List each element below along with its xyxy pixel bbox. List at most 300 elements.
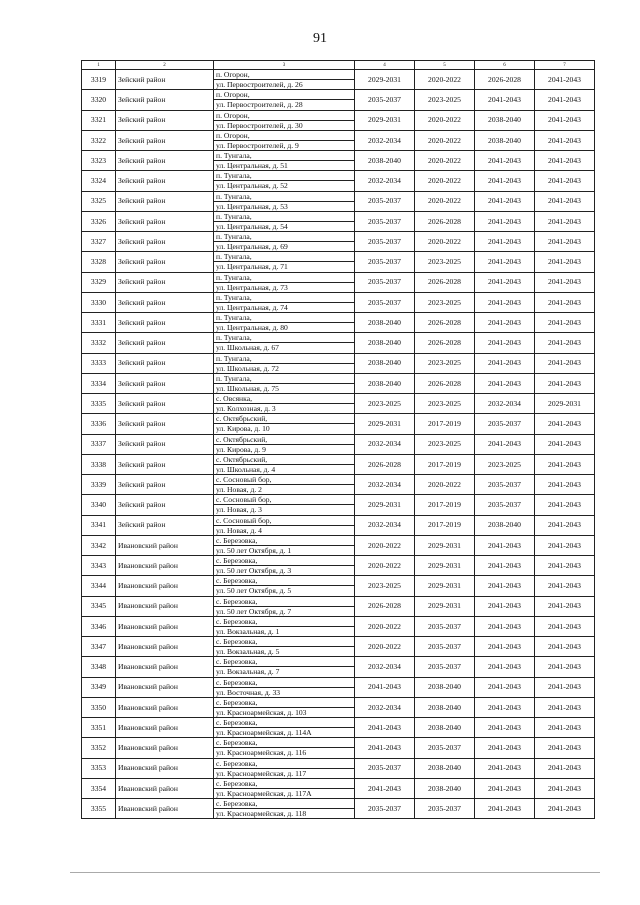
table-row	[82, 778, 595, 798]
period-cell-3: 2041-2043	[475, 191, 535, 211]
address-locality: п. Тунгала,	[216, 252, 252, 262]
address-street: ул. Новая, д. 4	[214, 525, 354, 535]
column-number: 4	[355, 61, 415, 70]
address-cell	[214, 454, 355, 474]
address-cell	[214, 90, 355, 110]
period-cell-4: 2041-2043	[535, 576, 595, 596]
period-cell-4: 2041-2043	[535, 373, 595, 393]
period-cell-1: 2035-2037	[355, 90, 415, 110]
row-number-cell: 3339	[82, 475, 116, 495]
address-street: ул. 50 лет Октября, д. 1	[214, 545, 354, 555]
address-street: ул. Красноармейская, д. 117	[214, 768, 354, 778]
table-row	[82, 454, 595, 474]
period-cell-3: 2032-2034	[475, 394, 535, 414]
period-cell-2: 2020-2022	[415, 191, 475, 211]
address-cell	[214, 171, 355, 191]
row-number-cell: 3347	[82, 637, 116, 657]
district-cell: Зейский район	[116, 252, 214, 272]
period-cell-2: 2035-2037	[415, 799, 475, 819]
row-number-cell: 3342	[82, 535, 116, 555]
address-locality: п. Тунгала,	[216, 211, 252, 221]
period-cell-1: 2032-2034	[355, 475, 415, 495]
period-cell-4: 2041-2043	[535, 637, 595, 657]
address-locality: с. Березовка,	[216, 718, 258, 728]
period-cell-3: 2038-2040	[475, 110, 535, 130]
period-cell-1: 2023-2025	[355, 576, 415, 596]
period-cell-2: 2035-2037	[415, 637, 475, 657]
period-cell-3: 2041-2043	[475, 292, 535, 312]
table-row	[82, 211, 595, 231]
period-cell-1: 2032-2034	[355, 130, 415, 150]
table-row	[82, 110, 595, 130]
district-cell: Зейский район	[116, 434, 214, 454]
period-cell-3: 2041-2043	[475, 758, 535, 778]
period-cell-2: 2029-2031	[415, 596, 475, 616]
period-cell-2: 2020-2022	[415, 70, 475, 90]
period-cell-2: 2020-2022	[415, 151, 475, 171]
period-cell-2: 2023-2025	[415, 90, 475, 110]
row-number-cell: 3350	[82, 697, 116, 717]
address-locality: с. Березовка,	[216, 535, 258, 545]
register-table	[81, 60, 595, 819]
row-number-cell: 3320	[82, 90, 116, 110]
period-cell-1: 2032-2034	[355, 515, 415, 535]
row-number-cell: 3337	[82, 434, 116, 454]
district-cell: Ивановский район	[116, 576, 214, 596]
address-street: ул. 50 лет Октября, д. 3	[214, 565, 354, 575]
period-cell-3: 2041-2043	[475, 697, 535, 717]
period-cell-1: 2041-2043	[355, 778, 415, 798]
row-number-cell: 3344	[82, 576, 116, 596]
address-locality: с. Сосновый бор,	[216, 475, 272, 485]
period-cell-3: 2023-2025	[475, 454, 535, 474]
period-cell-4: 2041-2043	[535, 333, 595, 353]
table-row	[82, 394, 595, 414]
table-row	[82, 171, 595, 191]
address-cell	[214, 191, 355, 211]
row-number-cell: 3348	[82, 657, 116, 677]
column-number-row	[82, 61, 595, 70]
period-cell-2: 2017-2019	[415, 515, 475, 535]
table-row	[82, 677, 595, 697]
period-cell-2: 2023-2025	[415, 394, 475, 414]
row-number-cell: 3355	[82, 799, 116, 819]
address-street: ул. Центральная, д. 73	[214, 282, 354, 292]
row-number-cell: 3352	[82, 738, 116, 758]
district-cell: Зейский район	[116, 110, 214, 130]
district-cell: Зейский район	[116, 394, 214, 414]
district-cell: Ивановский район	[116, 778, 214, 798]
address-cell	[214, 292, 355, 312]
period-cell-3: 2041-2043	[475, 90, 535, 110]
period-cell-2: 2035-2037	[415, 657, 475, 677]
column-number: 6	[475, 61, 535, 70]
period-cell-1: 2035-2037	[355, 292, 415, 312]
address-locality: с. Березовка,	[216, 637, 258, 647]
period-cell-2: 2017-2019	[415, 414, 475, 434]
district-cell: Зейский район	[116, 414, 214, 434]
address-street: ул. Центральная, д. 54	[214, 221, 354, 231]
table-row	[82, 434, 595, 454]
address-cell	[214, 515, 355, 535]
table-row	[82, 738, 595, 758]
period-cell-3: 2041-2043	[475, 738, 535, 758]
address-cell	[214, 576, 355, 596]
period-cell-3: 2041-2043	[475, 313, 535, 333]
address-cell	[214, 211, 355, 231]
address-street: ул. Вокзальная, д. 1	[214, 626, 354, 636]
table-row	[82, 718, 595, 738]
row-number-cell: 3338	[82, 454, 116, 474]
district-cell: Зейский район	[116, 232, 214, 252]
row-number-cell: 3353	[82, 758, 116, 778]
address-street: ул. Школьная, д. 75	[214, 383, 354, 393]
row-number-cell: 3346	[82, 616, 116, 636]
period-cell-1: 2020-2022	[355, 535, 415, 555]
address-street: ул. Колхозная, д. 3	[214, 403, 354, 413]
period-cell-3: 2038-2040	[475, 130, 535, 150]
period-cell-4: 2041-2043	[535, 657, 595, 677]
period-cell-3: 2041-2043	[475, 657, 535, 677]
address-street: ул. Вокзальная, д. 7	[214, 666, 354, 676]
period-cell-3: 2041-2043	[475, 596, 535, 616]
period-cell-4: 2041-2043	[535, 272, 595, 292]
district-cell: Зейский район	[116, 90, 214, 110]
district-cell: Зейский район	[116, 373, 214, 393]
address-locality: с. Октябрьский,	[216, 414, 268, 424]
period-cell-2: 2026-2028	[415, 272, 475, 292]
period-cell-1: 2029-2031	[355, 414, 415, 434]
address-cell	[214, 475, 355, 495]
period-cell-1: 2029-2031	[355, 495, 415, 515]
address-cell	[214, 434, 355, 454]
period-cell-4: 2041-2043	[535, 313, 595, 333]
period-cell-4: 2041-2043	[535, 515, 595, 535]
period-cell-1: 2041-2043	[355, 738, 415, 758]
table-row	[82, 414, 595, 434]
address-locality: с. Сосновый бор,	[216, 495, 272, 505]
period-cell-1: 2035-2037	[355, 232, 415, 252]
period-cell-1: 2038-2040	[355, 151, 415, 171]
district-cell: Ивановский район	[116, 596, 214, 616]
period-cell-4: 2041-2043	[535, 616, 595, 636]
period-cell-1: 2020-2022	[355, 637, 415, 657]
period-cell-1: 2035-2037	[355, 272, 415, 292]
period-cell-4: 2041-2043	[535, 535, 595, 555]
table-row	[82, 130, 595, 150]
period-cell-1: 2035-2037	[355, 252, 415, 272]
address-cell	[214, 333, 355, 353]
column-number: 3	[214, 61, 355, 70]
period-cell-3: 2041-2043	[475, 677, 535, 697]
period-cell-1: 2038-2040	[355, 333, 415, 353]
page-bottom-rule	[70, 872, 600, 873]
district-cell: Ивановский район	[116, 657, 214, 677]
period-cell-3: 2041-2043	[475, 576, 535, 596]
table-row	[82, 758, 595, 778]
row-number-cell: 3340	[82, 495, 116, 515]
row-number-cell: 3345	[82, 596, 116, 616]
row-number-cell: 3327	[82, 232, 116, 252]
address-cell	[214, 596, 355, 616]
address-locality: п. Тунгала,	[216, 272, 252, 282]
table-row	[82, 475, 595, 495]
period-cell-1: 2038-2040	[355, 353, 415, 373]
address-cell	[214, 353, 355, 373]
district-cell: Ивановский район	[116, 799, 214, 819]
period-cell-4: 2041-2043	[535, 151, 595, 171]
district-cell: Ивановский район	[116, 738, 214, 758]
table-row	[82, 252, 595, 272]
period-cell-3: 2041-2043	[475, 373, 535, 393]
district-cell: Зейский район	[116, 292, 214, 312]
address-cell	[214, 272, 355, 292]
address-cell	[214, 414, 355, 434]
row-number-cell: 3329	[82, 272, 116, 292]
period-cell-1: 2029-2031	[355, 110, 415, 130]
period-cell-3: 2041-2043	[475, 353, 535, 373]
district-cell: Зейский район	[116, 333, 214, 353]
period-cell-3: 2041-2043	[475, 232, 535, 252]
table-row	[82, 576, 595, 596]
period-cell-2: 2023-2025	[415, 252, 475, 272]
page-number: 91	[313, 31, 327, 46]
period-cell-2: 2020-2022	[415, 130, 475, 150]
address-cell	[214, 495, 355, 515]
period-cell-2: 2035-2037	[415, 616, 475, 636]
column-number: 7	[535, 61, 595, 70]
address-locality: с. Октябрьский,	[216, 454, 268, 464]
table-row	[82, 333, 595, 353]
period-cell-1: 2020-2022	[355, 616, 415, 636]
row-number-cell: 3324	[82, 171, 116, 191]
period-cell-1: 2032-2034	[355, 657, 415, 677]
table-row	[82, 90, 595, 110]
period-cell-4: 2041-2043	[535, 778, 595, 798]
address-locality: с. Березовка,	[216, 596, 258, 606]
address-cell	[214, 394, 355, 414]
district-cell: Зейский район	[116, 475, 214, 495]
table-row	[82, 535, 595, 555]
table-row	[82, 151, 595, 171]
district-cell: Зейский район	[116, 211, 214, 231]
period-cell-4: 2041-2043	[535, 454, 595, 474]
period-cell-2: 2020-2022	[415, 475, 475, 495]
row-number-cell: 3321	[82, 110, 116, 130]
address-street: ул. Вокзальная, д. 5	[214, 646, 354, 656]
address-street: ул. Красноармейская, д. 117А	[214, 788, 354, 798]
address-locality: с. Октябрьский,	[216, 434, 268, 444]
row-number-cell: 3322	[82, 130, 116, 150]
table-row	[82, 70, 595, 90]
address-street: ул. Кирова, д. 10	[214, 423, 354, 433]
address-cell	[214, 718, 355, 738]
period-cell-3: 2041-2043	[475, 637, 535, 657]
table-row	[82, 637, 595, 657]
period-cell-3: 2041-2043	[475, 272, 535, 292]
address-street: ул. Школьная, д. 67	[214, 342, 354, 352]
period-cell-4: 2041-2043	[535, 191, 595, 211]
period-cell-4: 2041-2043	[535, 718, 595, 738]
address-cell	[214, 151, 355, 171]
period-cell-4: 2041-2043	[535, 495, 595, 515]
table-row	[82, 191, 595, 211]
row-number-cell: 3341	[82, 515, 116, 535]
address-street: ул. Красноармейская, д. 114А	[214, 727, 354, 737]
address-street: ул. Школьная, д. 4	[214, 464, 354, 474]
period-cell-4: 2041-2043	[535, 70, 595, 90]
district-cell: Зейский район	[116, 70, 214, 90]
period-cell-2: 2026-2028	[415, 313, 475, 333]
address-locality: с. Березовка,	[216, 657, 258, 667]
period-cell-1: 2026-2028	[355, 454, 415, 474]
table-row	[82, 556, 595, 576]
address-locality: п. Тунгала,	[216, 151, 252, 161]
column-number: 5	[415, 61, 475, 70]
row-number-cell: 3332	[82, 333, 116, 353]
district-cell: Зейский район	[116, 454, 214, 474]
row-number-cell: 3335	[82, 394, 116, 414]
period-cell-3: 2041-2043	[475, 616, 535, 636]
row-number-cell: 3334	[82, 373, 116, 393]
period-cell-3: 2041-2043	[475, 171, 535, 191]
row-number-cell: 3331	[82, 313, 116, 333]
address-street: ул. Кирова, д. 9	[214, 444, 354, 454]
period-cell-4: 2041-2043	[535, 738, 595, 758]
period-cell-1: 2035-2037	[355, 799, 415, 819]
period-cell-2: 2038-2040	[415, 697, 475, 717]
period-cell-1: 2020-2022	[355, 556, 415, 576]
district-cell: Зейский район	[116, 272, 214, 292]
address-street: ул. Первостроителей, д. 28	[214, 99, 354, 109]
district-cell: Зейский район	[116, 313, 214, 333]
address-street: ул. Красноармейская, д. 103	[214, 707, 354, 717]
address-locality: п. Тунгала,	[216, 232, 252, 242]
period-cell-1: 2029-2031	[355, 70, 415, 90]
address-street: ул. 50 лет Октября, д. 7	[214, 606, 354, 616]
period-cell-2: 2023-2025	[415, 434, 475, 454]
period-cell-4: 2041-2043	[535, 90, 595, 110]
period-cell-3: 2041-2043	[475, 718, 535, 738]
address-street: ул. Центральная, д. 53	[214, 201, 354, 211]
district-cell: Ивановский район	[116, 718, 214, 738]
table-row	[82, 292, 595, 312]
period-cell-2: 2020-2022	[415, 110, 475, 130]
period-cell-2: 2023-2025	[415, 292, 475, 312]
address-street: ул. Первостроителей, д. 30	[214, 120, 354, 130]
period-cell-1: 2035-2037	[355, 191, 415, 211]
address-locality: п. Тунгала,	[216, 313, 252, 323]
table-row	[82, 596, 595, 616]
table-row	[82, 616, 595, 636]
period-cell-1: 2026-2028	[355, 596, 415, 616]
period-cell-3: 2038-2040	[475, 515, 535, 535]
address-street: ул. Центральная, д. 71	[214, 261, 354, 271]
period-cell-1: 2038-2040	[355, 313, 415, 333]
period-cell-2: 2038-2040	[415, 778, 475, 798]
address-locality: с. Березовка,	[216, 677, 258, 687]
address-cell	[214, 637, 355, 657]
table-row	[82, 515, 595, 535]
period-cell-3: 2041-2043	[475, 778, 535, 798]
period-cell-4: 2029-2031	[535, 394, 595, 414]
district-cell: Ивановский район	[116, 697, 214, 717]
address-cell	[214, 130, 355, 150]
address-street: ул. Центральная, д. 69	[214, 241, 354, 251]
address-locality: с. Овсянка,	[216, 394, 252, 404]
period-cell-1: 2023-2025	[355, 394, 415, 414]
address-locality: с. Березовка,	[216, 556, 258, 566]
address-locality: с. Березовка,	[216, 799, 258, 809]
table-row	[82, 353, 595, 373]
address-street: ул. Центральная, д. 74	[214, 302, 354, 312]
address-street: ул. Новая, д. 3	[214, 504, 354, 514]
address-locality: п. Огорон,	[216, 70, 250, 80]
address-street: ул. Новая, д. 2	[214, 484, 354, 494]
address-street: ул. Первостроителей, д. 26	[214, 79, 354, 89]
table-row	[82, 799, 595, 819]
period-cell-3: 2035-2037	[475, 414, 535, 434]
period-cell-4: 2041-2043	[535, 171, 595, 191]
district-cell: Ивановский район	[116, 556, 214, 576]
period-cell-2: 2023-2025	[415, 353, 475, 373]
district-cell: Зейский район	[116, 353, 214, 373]
period-cell-3: 2041-2043	[475, 799, 535, 819]
period-cell-4: 2041-2043	[535, 292, 595, 312]
row-number-cell: 3343	[82, 556, 116, 576]
period-cell-2: 2026-2028	[415, 333, 475, 353]
district-cell: Ивановский район	[116, 758, 214, 778]
row-number-cell: 3333	[82, 353, 116, 373]
table-row	[82, 495, 595, 515]
period-cell-1: 2032-2034	[355, 434, 415, 454]
period-cell-1: 2035-2037	[355, 758, 415, 778]
address-street: ул. Центральная, д. 80	[214, 322, 354, 332]
row-number-cell: 3349	[82, 677, 116, 697]
address-street: ул. Красноармейская, д. 118	[214, 808, 354, 818]
row-number-cell: 3354	[82, 778, 116, 798]
period-cell-2: 2038-2040	[415, 758, 475, 778]
table-row	[82, 657, 595, 677]
address-locality: п. Тунгала,	[216, 292, 252, 302]
address-locality: с. Сосновый бор,	[216, 515, 272, 525]
period-cell-3: 2041-2043	[475, 556, 535, 576]
address-cell	[214, 232, 355, 252]
address-cell	[214, 556, 355, 576]
district-cell: Зейский район	[116, 130, 214, 150]
address-locality: п. Огорон,	[216, 130, 250, 140]
address-street: ул. Центральная, д. 52	[214, 180, 354, 190]
period-cell-4: 2041-2043	[535, 475, 595, 495]
address-street: ул. 50 лет Октября, д. 5	[214, 585, 354, 595]
row-number-cell: 3351	[82, 718, 116, 738]
period-cell-1: 2035-2037	[355, 211, 415, 231]
period-cell-3: 2035-2037	[475, 495, 535, 515]
period-cell-2: 2017-2019	[415, 454, 475, 474]
period-cell-1: 2041-2043	[355, 677, 415, 697]
table-row	[82, 272, 595, 292]
column-number: 1	[82, 61, 116, 70]
row-number-cell: 3319	[82, 70, 116, 90]
address-cell	[214, 110, 355, 130]
district-cell: Зейский район	[116, 515, 214, 535]
period-cell-2: 2029-2031	[415, 556, 475, 576]
table-row	[82, 697, 595, 717]
address-locality: с. Березовка,	[216, 616, 258, 626]
period-cell-2: 2035-2037	[415, 738, 475, 758]
period-cell-2: 2038-2040	[415, 718, 475, 738]
address-cell	[214, 616, 355, 636]
